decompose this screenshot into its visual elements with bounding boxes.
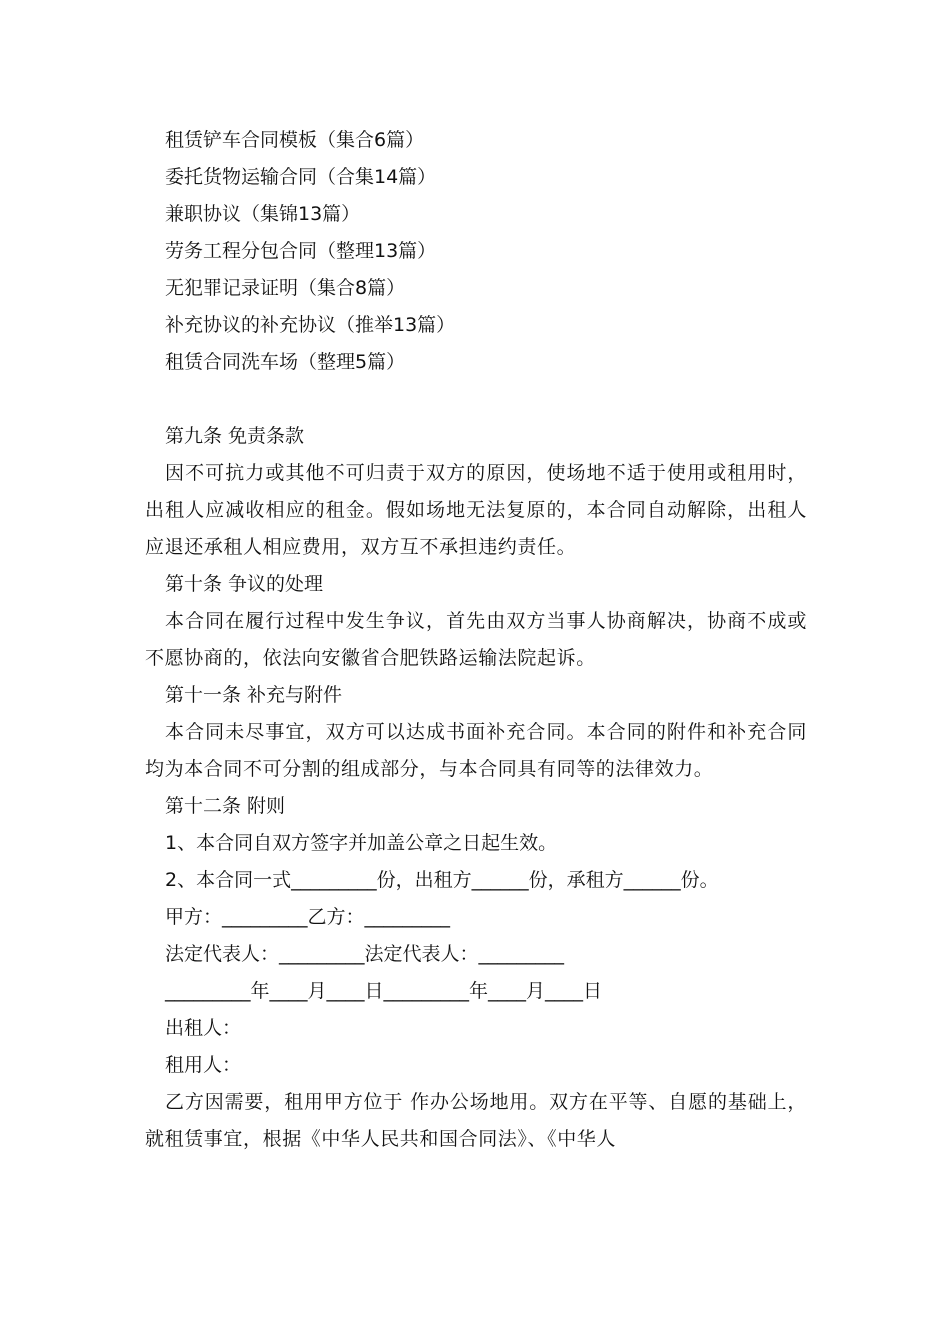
related-article-link[interactable]: 委托货物运输合同（合集14篇） <box>165 166 437 188</box>
article-12-clause-1: 1、本合同自双方签字并加盖公章之日起生效。 <box>165 832 558 854</box>
article-11-heading: 第十一条 补充与附件 <box>165 684 343 706</box>
article-10-heading: 第十条 争议的处理 <box>165 573 324 595</box>
lessor-label: 出租人： <box>165 1017 242 1039</box>
closing-paragraph: 乙方因需要，租用甲方位于 作办公场地用。双方在平等、自愿的基础上，就租赁事宜，根据《中华人民共和国合同法》、《中华人 <box>145 1091 807 1150</box>
contract-body <box>145 418 807 1158</box>
article-12-clause-2: 2、本合同一式_________份，出租方______份，承租方______份。 <box>165 869 719 891</box>
related-articles-list <box>165 122 805 381</box>
related-article-link[interactable]: 无犯罪记录证明（集合8篇） <box>165 277 406 299</box>
related-article-link[interactable]: 补充协议的补充协议（推举13篇） <box>165 314 456 336</box>
related-article-link[interactable]: 租赁合同洗车场（整理5篇） <box>165 351 406 373</box>
related-article-link[interactable]: 劳务工程分包合同（整理13篇） <box>165 240 437 262</box>
related-article-link[interactable]: 租赁铲车合同模板（集合6篇） <box>165 129 425 151</box>
signature-dates: _________年____月____日_________年____月____日 <box>165 980 603 1002</box>
article-9-heading: 第九条 免责条款 <box>165 425 305 447</box>
lessee-label: 租用人： <box>165 1054 242 1076</box>
signature-parties: 甲方：_________乙方：_________ <box>165 906 451 928</box>
related-article-link[interactable]: 兼职协议（集锦13篇） <box>165 203 361 225</box>
article-11-text: 本合同未尽事宜，双方可以达成书面补充合同。本合同的附件和补充合同均为本合同不可分割的组成部分，与本合同具有同等的法律效力。 <box>145 721 807 780</box>
article-12-heading: 第十二条 附则 <box>165 795 286 817</box>
article-10-text: 本合同在履行过程中发生争议，首先由双方当事人协商解决，协商不成或不愿协商的，依法向安徽省合肥铁路运输法院起诉。 <box>145 610 807 669</box>
article-9-text: 因不可抗力或其他不可归责于双方的原因，使场地不适于使用或租用时，出租人应减收相应的租金。假如场地无法复原的，本合同自动解除，出租人应退还承租人相应费用，双方互不承担违约责任。 <box>145 462 807 558</box>
signature-representatives: 法定代表人：_________法定代表人：_________ <box>165 943 565 965</box>
